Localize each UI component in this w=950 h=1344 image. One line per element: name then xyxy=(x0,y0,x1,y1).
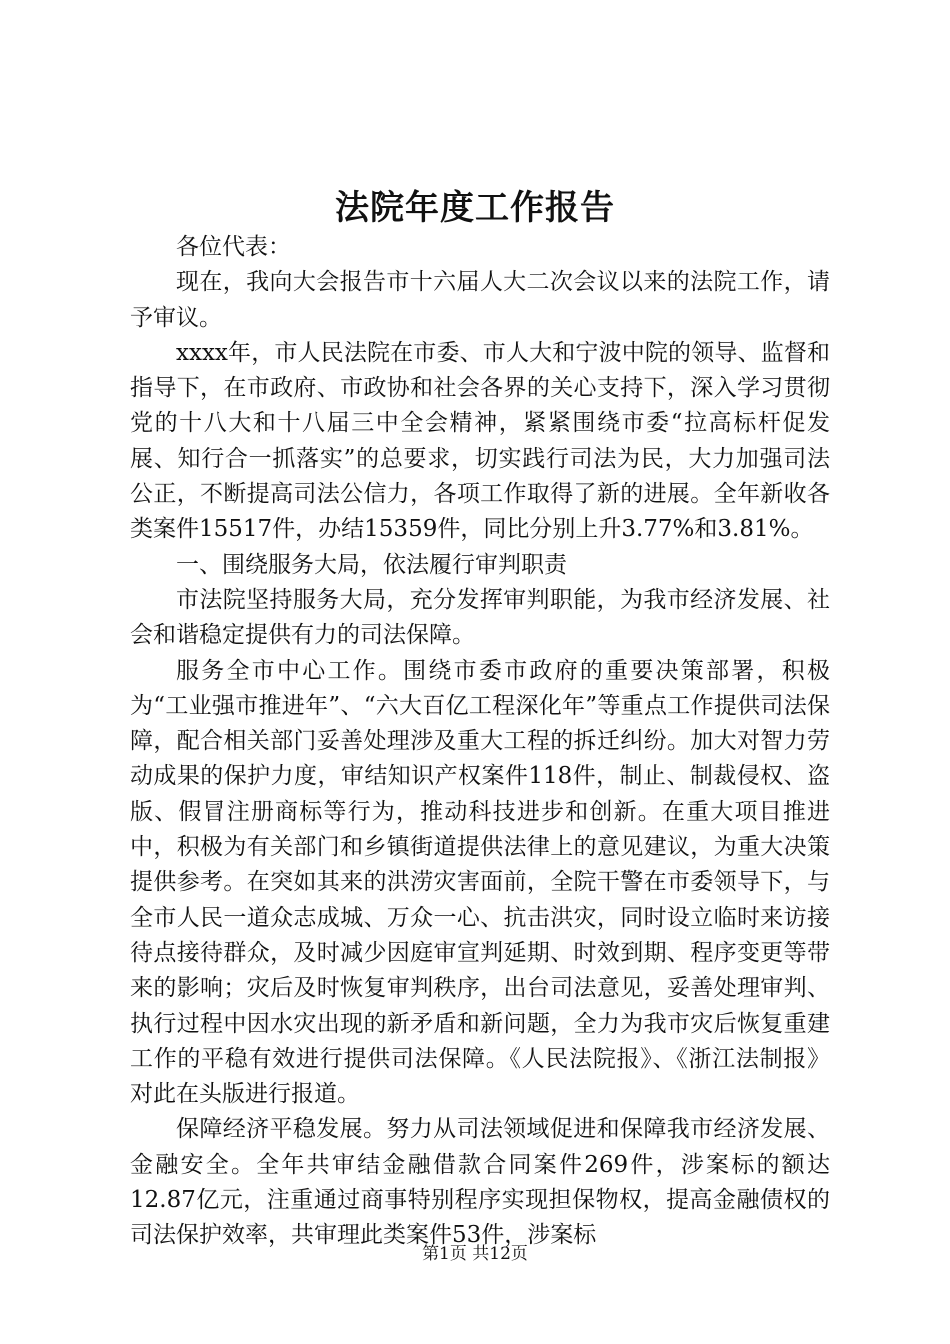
page-footer: 第1页 共12页 xyxy=(422,1244,528,1264)
paragraph-salutation: 各位代表： xyxy=(176,234,291,260)
paragraph-section-intro: 市法院坚持服务大局，充分发挥审判职能，为我市经济发展、社会和谐稳定提供有力的司法保障。 xyxy=(130,586,830,649)
paragraph-summary: xxxx年，市人民法院在市委、市人大和宁波中院的领导、监督和指导下，在市政府、市政协和社会各界的关心支持下，深入学习贯彻党的十八大和十八届三中全会精神，紧紧围绕市委“拉高标杆促发展、知行合一抓落实”的总要求，切实践行司法为民，大力加强司法公正，不断提高司法公信力，各项工作取得了新的进展。全年新收各类案件15517件，办结15359件，同比分别上升3.77%和3.81%。 xyxy=(130,339,830,543)
paragraph-economy: 保障经济平稳发展。努力从司法领域促进和保障我市经济发展、金融安全。全年共审结金融借款合同案件269件，涉案标的额达12.87亿元，注重通过商事特别程序实现担保物权，提高金融债权的司法保护效率，共审理此类案件53件，涉案标 xyxy=(130,1116,830,1249)
section-heading: 一、围绕服务大局，依法履行审判职责 xyxy=(176,551,567,578)
document-body xyxy=(130,230,830,1254)
paragraph-intro: 现在，我向大会报告市十六届人大二次会议以来的法院工作，请予审议。 xyxy=(130,269,830,331)
document-title: 法院年度工作报告 xyxy=(335,188,615,228)
paragraph-central-work: 服务全市中心工作。围绕市委市政府的重要决策部署，积极为“工业强市推进年”、“六大百亿工程深化年”等重点工作提供司法保障，配合相关部门妥善处理涉及重大工程的拆迁纠纷。加大对智力劳动成果的保护力度，审结知识产权案件118件，制止、制裁侵权、盗版、假冒注册商标等行为，推动科技进步和创新。在重大项目推进中，积极为有关部门和乡镇街道提供法律上的意见建议，为重大决策提供参考。在突如其来的洪涝灾害面前，全院干警在市委领导下，与全市人民一道众志成城、万众一心、抗击洪灾，同时设立临时来访接待点接待群众，及时减少因庭审宣判延期、时效到期、程序变更等带来的影响；灾后及时恢复审判秩序，出台司法意见，妥善处理审判、执行过程中因水灾出现的新矛盾和新问题，全力为我市灾后恢复重建工作的平稳有效进行提供司法保障。《人民法院报》、《浙江法制报》对此在头版进行报道。 xyxy=(130,657,830,1108)
